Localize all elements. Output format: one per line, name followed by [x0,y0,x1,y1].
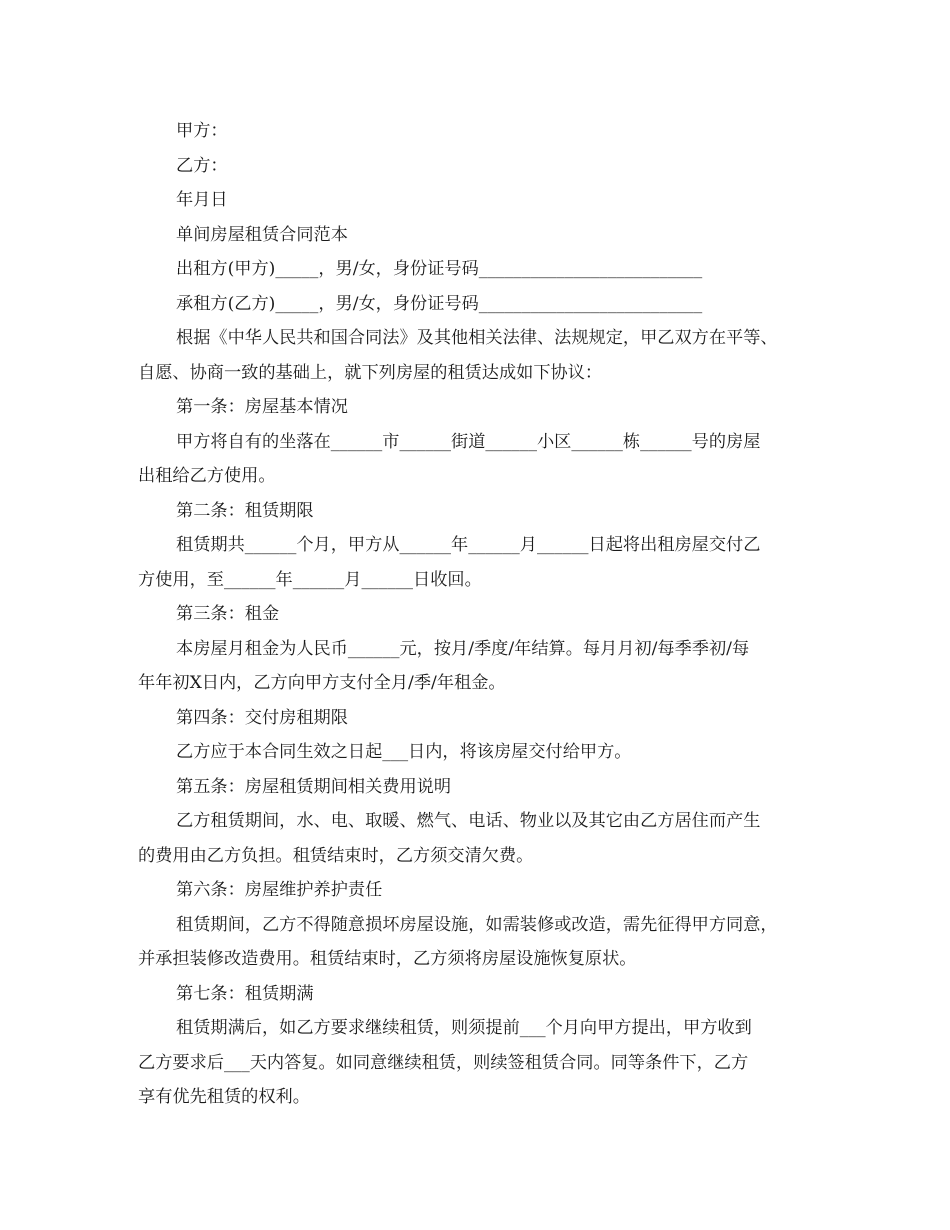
article-6-heading: 第六条：房屋维护养护责任 [176,880,383,900]
article-6-text-2: 并承担装修改造费用。租赁结束时，乙方须将房屋设施恢复原状。 [138,949,637,969]
article-5-heading: 第五条：房屋租赁期间相关费用说明 [176,776,452,797]
lessor-line: 出租方(甲方)_____，男/女，身份证号码__________________________ [176,259,703,279]
preamble-line-2: 自愿、协商一致的基础上，就下列房屋的租赁达成如下协议： [138,362,603,383]
article-7-text-1: 租赁期满后，如乙方要求继续租赁，则须提前___个月向甲方提出，甲方收到 [176,1018,752,1038]
article-1-text-2: 出租给乙方使用。 [138,466,276,486]
article-3-text-1: 本房屋月租金为人民币______元，按月/季度/年结算。每月月初/每季季初/每 [176,638,750,659]
preamble-line-1: 根据《中华人民共和国合同法》及其他相关法律、法规规定，甲乙双方在平等、 [176,328,778,348]
article-2-text-1: 租赁期共______个月，甲方从______年______月______日起将出租房屋交付乙 [176,535,761,555]
article-1-text-1: 甲方将自有的坐落在______市______街道______小区______栋______号的房屋 [176,431,761,452]
article-5-text-2: 的费用由乙方负担。租赁结束时，乙方须交清欠费。 [138,845,534,866]
article-1-heading: 第一条：房屋基本情况 [176,397,348,417]
document-title: 单间房屋租赁合同范本 [176,224,348,245]
lessee-line: 承租方(乙方)_____，男/女，身份证号码__________________________ [176,293,703,314]
article-7-text-2: 乙方要求后___天内答复。如同意继续租赁，则续签租赁合同。同等条件下，乙方 [138,1052,749,1073]
article-2-text-2: 方使用，至______年______月______日收回。 [138,569,482,590]
document-body [138,114,828,1115]
article-3-heading: 第三条：租金 [176,604,280,624]
party-b-line: 乙方： [176,155,228,176]
article-7-heading: 第七条：租赁期满 [176,983,314,1004]
article-7-text-3: 享有优先租赁的权利。 [138,1087,310,1107]
article-2-heading: 第二条：租赁期限 [176,500,314,521]
date-line: 年月日 [176,190,228,210]
article-4-text-1: 乙方应于本合同生效之日起___日内，将该房屋交付给甲方。 [176,742,632,762]
party-a-line: 甲方： [176,121,228,141]
article-4-heading: 第四条：交付房租期限 [176,707,348,728]
article-3-text-2: 年年初X日内，乙方向甲方支付全月/季/年租金。 [138,673,506,693]
article-6-text-1: 租赁期间，乙方不得随意损坏房屋设施，如需装修或改造，需先征得甲方同意， [176,914,778,935]
article-5-text-1: 乙方租赁期间，水、电、取暖、燃气、电话、物业以及其它由乙方居住而产生 [176,811,761,831]
